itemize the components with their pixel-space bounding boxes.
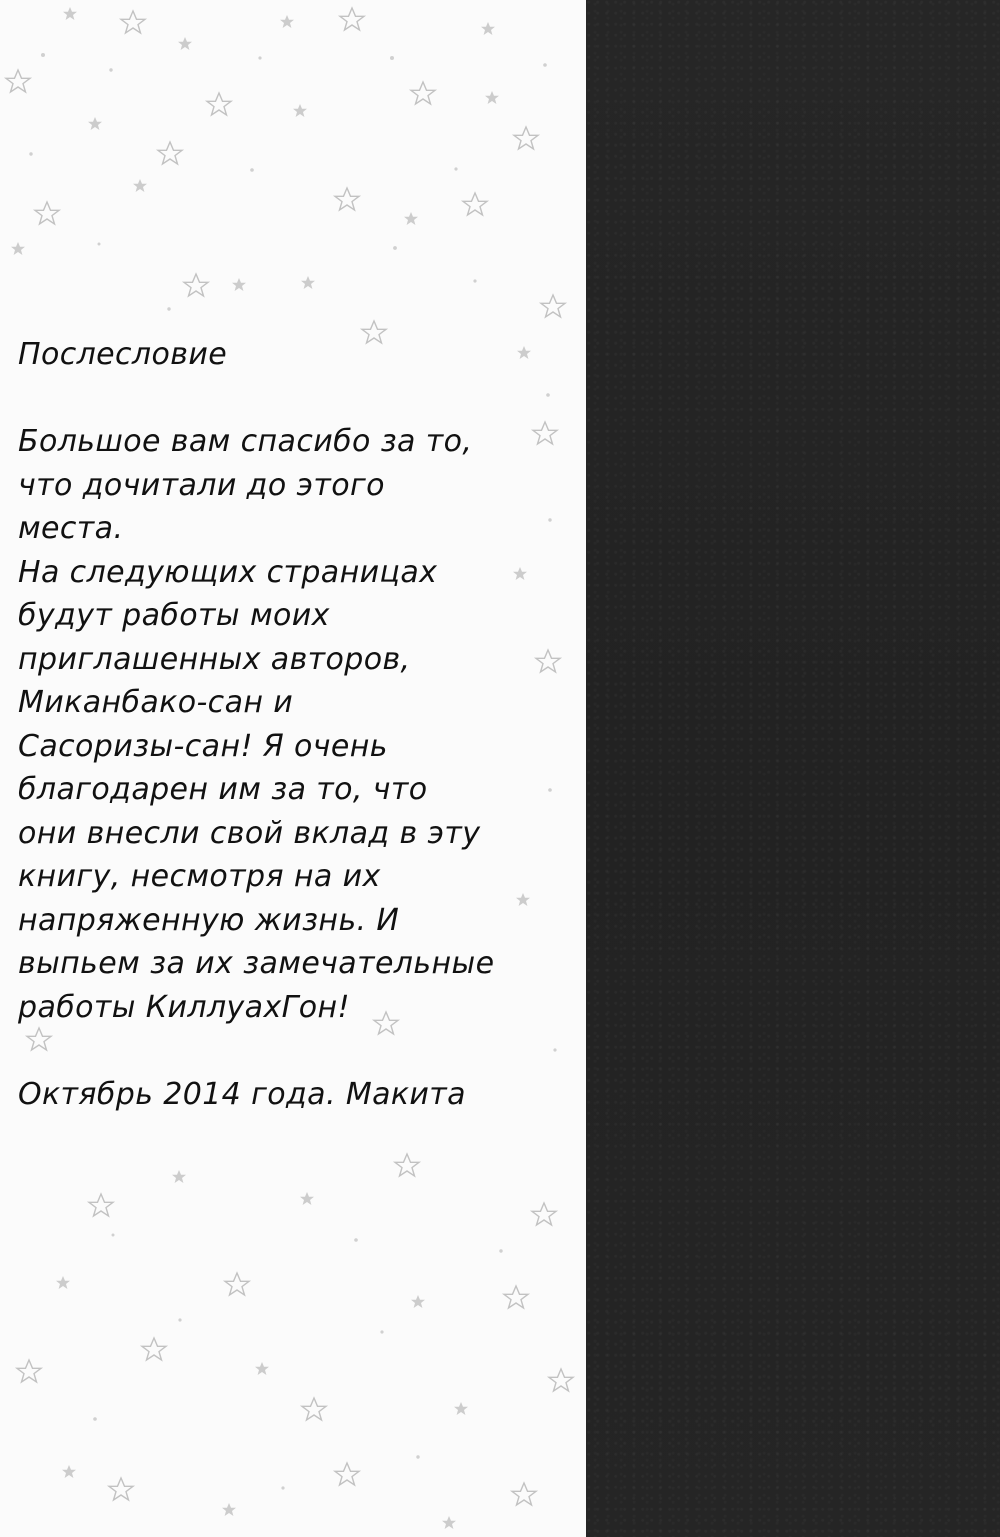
- afterword-text: [18, 333, 578, 1116]
- afterword-title: Послесловие: [18, 337, 228, 372]
- afterword-line: напряженную жизнь. И: [18, 902, 400, 938]
- afterword-line: На следующих страницах: [18, 554, 438, 590]
- afterword-line: будут работы моих: [18, 598, 330, 633]
- afterword-line: благодарен им за то, что: [18, 772, 428, 807]
- afterword-line: Большое вам спасибо за то,: [18, 424, 473, 459]
- afterword-line: Сасоризы-сан! Я очень: [18, 728, 388, 764]
- afterword-signature: Октябрь 2014 года. Макита: [18, 1076, 466, 1112]
- afterword-line: они внесли свой вклад в эту: [18, 815, 481, 851]
- afterword-line: книгу, несмотря на их: [18, 859, 381, 894]
- afterword-line: работы КиллуахГон!: [18, 989, 350, 1025]
- afterword-line: выпьем за их замечательные: [18, 946, 495, 981]
- right-dark-panel: [586, 0, 1000, 1537]
- afterword-line: что дочитали до этого: [18, 467, 385, 503]
- afterword-line: приглашенных авторов,: [18, 641, 411, 677]
- afterword-line: места.: [18, 511, 124, 546]
- afterword-line: Миканбако-сан и: [18, 685, 294, 720]
